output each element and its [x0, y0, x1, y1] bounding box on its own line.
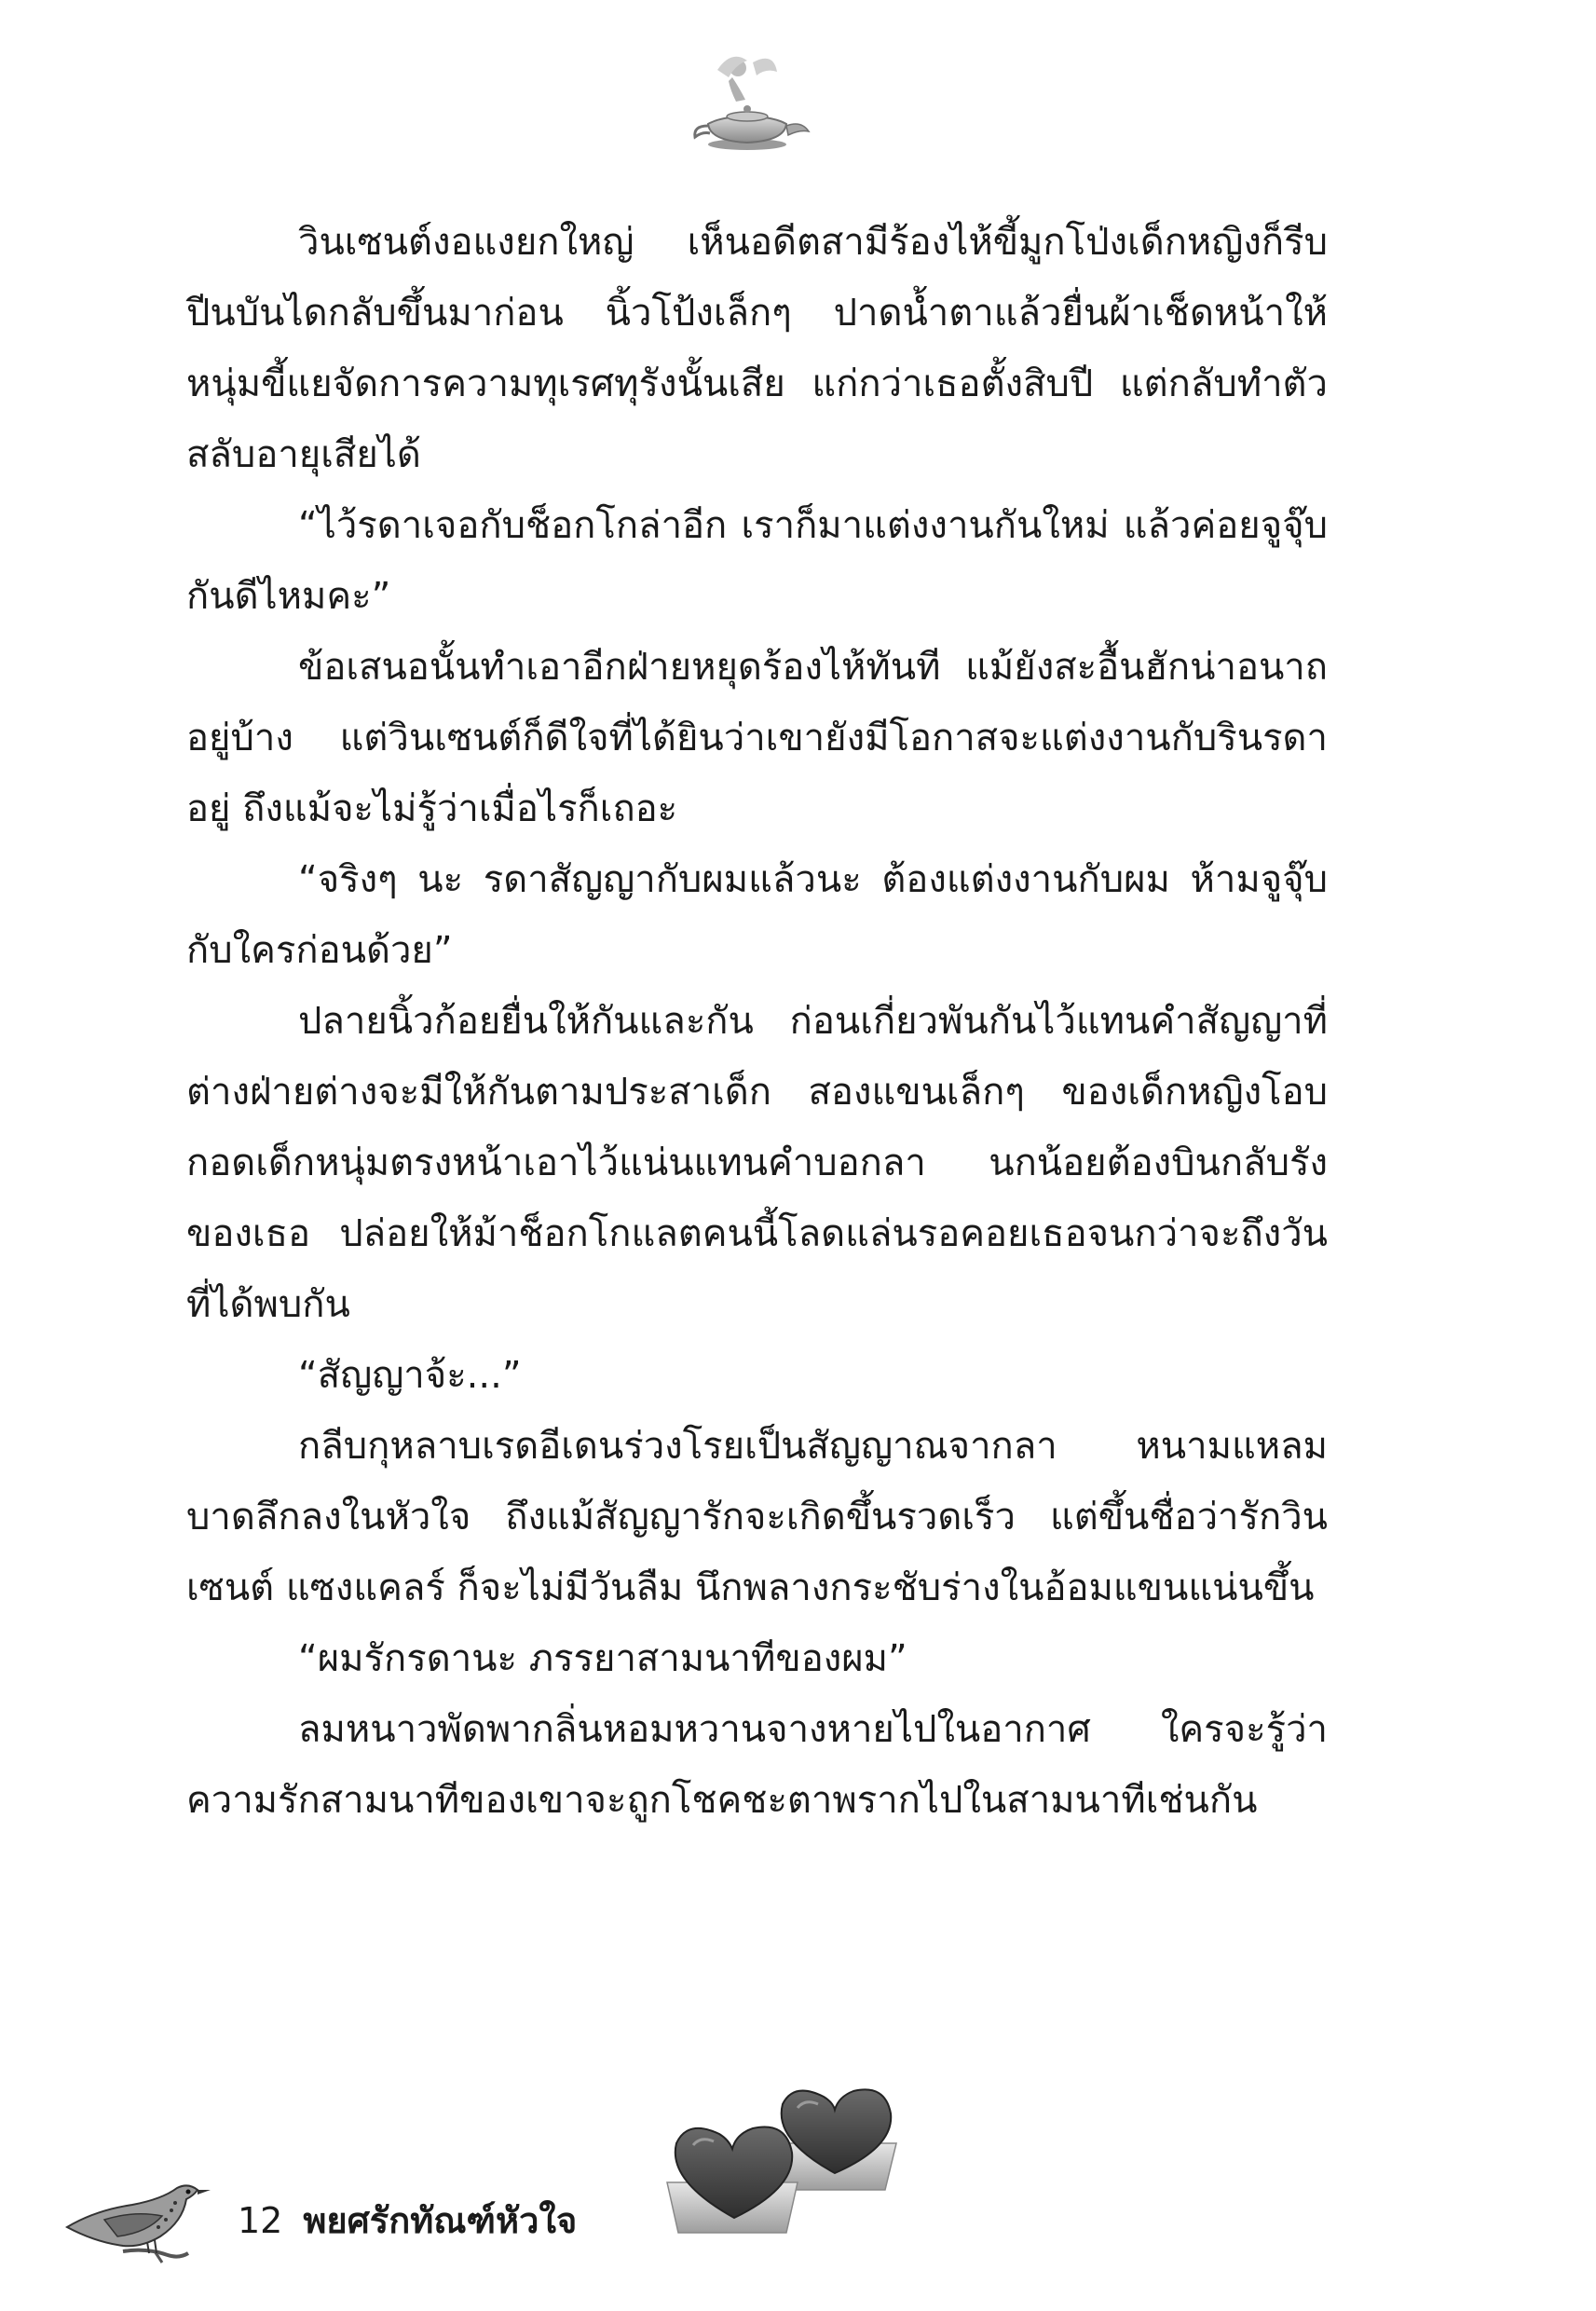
paragraph: วินเซนต์งอแงยกใหญ่ เห็นอดีตสามีร้องไห้ขี้มูกโป่งเด็กหญิงก็รีบปีนบันไดกลับขึ้นมาก่อน นิ้วโป้งเล็กๆ ปาดน้ำตาแล้วยื่นผ้าเช็ดหน้าให้หนุ่มขี้แยจัดการความทุเรศทุรังนั้นเสีย แก่กว่าเธอตั้งสิบปี แต่กลับทำตัวสลับอายุเสียได้: [186, 221, 1328, 476]
cupid-teapot-ornament-icon: [680, 51, 820, 163]
paragraph: “สัญญาจ้ะ...”: [298, 1354, 522, 1397]
paragraph: “ผมรักรดานะ ภรรยาสามนาทีของผม”: [298, 1637, 907, 1680]
page-number: 12: [238, 2200, 283, 2241]
body-text: [186, 207, 1328, 1836]
book-title: พยศรักทัณฑ์หัวใจ: [303, 2200, 578, 2241]
heart-chocolates-icon: [634, 2050, 913, 2236]
page-footer: [0, 2050, 1596, 2311]
paragraph: กลีบกุหลาบเรดอีเดนร่วงโรยเป็นสัญญาณจากลา หนามแหลมบาดลึกลงในหัวใจ ถึงแม้สัญญารักจะเกิดขึ้นรวดเร็ว แต่ขึ้นชื่อว่ารักวินเซนต์ แซงแคลร์ ก็จะไม่มีวันลืม นึกพลางกระชับร่างในอ้อมแขนแน่นขึ้น: [186, 1425, 1328, 1609]
paragraph: ข้อเสนอนั้นทำเอาอีกฝ่ายหยุดร้องไห้ทันที แม้ยังสะอื้นฮักน่าอนาถอยู่บ้าง แต่วินเซนต์ก็ดีใจที่ได้ยินว่าเขายังมีโอกาสจะแต่งงานกับรินรดาอยู่ ถึงแม้จะไม่รู้ว่าเมื่อไรก็เถอะ: [186, 646, 1328, 830]
paragraph: “จริงๆ นะ รดาสัญญากับผมแล้วนะ ต้องแต่งงานกับผม ห้ามจูจุ๊บกับใครก่อนด้วย”: [186, 858, 1328, 972]
paragraph: “ไว้รดาเจอกับช็อกโกล่าอีก เราก็มาแต่งงานกันใหม่ แล้วค่อยจูจุ๊บกันดีไหมคะ”: [186, 504, 1328, 618]
paragraph: ลมหนาวพัดพากลิ่นหอมหวานจางหายไปในอากาศ ใครจะรู้ว่าความรักสามนาทีของเขาจะถูกโชคชะตาพรากไปในสามนาทีเช่นกัน: [186, 1708, 1328, 1822]
page-folio: [238, 2192, 577, 2249]
paragraph: ปลายนิ้วก้อยยื่นให้กันและกัน ก่อนเกี่ยวพันกันไว้แทนคำสัญญาที่ต่างฝ่ายต่างจะมีให้กันตามประสาเด็ก สองแขนเล็กๆ ของเด็กหญิงโอบกอดเด็กหนุ่มตรงหน้าเอาไว้แน่นแทนคำบอกลา นกน้อยต้องบินกลับรังของเธอ ปล่อยให้ม้าช็อกโกแลตคนนี้โลดแล่นรอคอยเธอจนกว่าจะถึงวันที่ได้พบกัน: [186, 1000, 1328, 1326]
bird-icon: [58, 2162, 216, 2264]
